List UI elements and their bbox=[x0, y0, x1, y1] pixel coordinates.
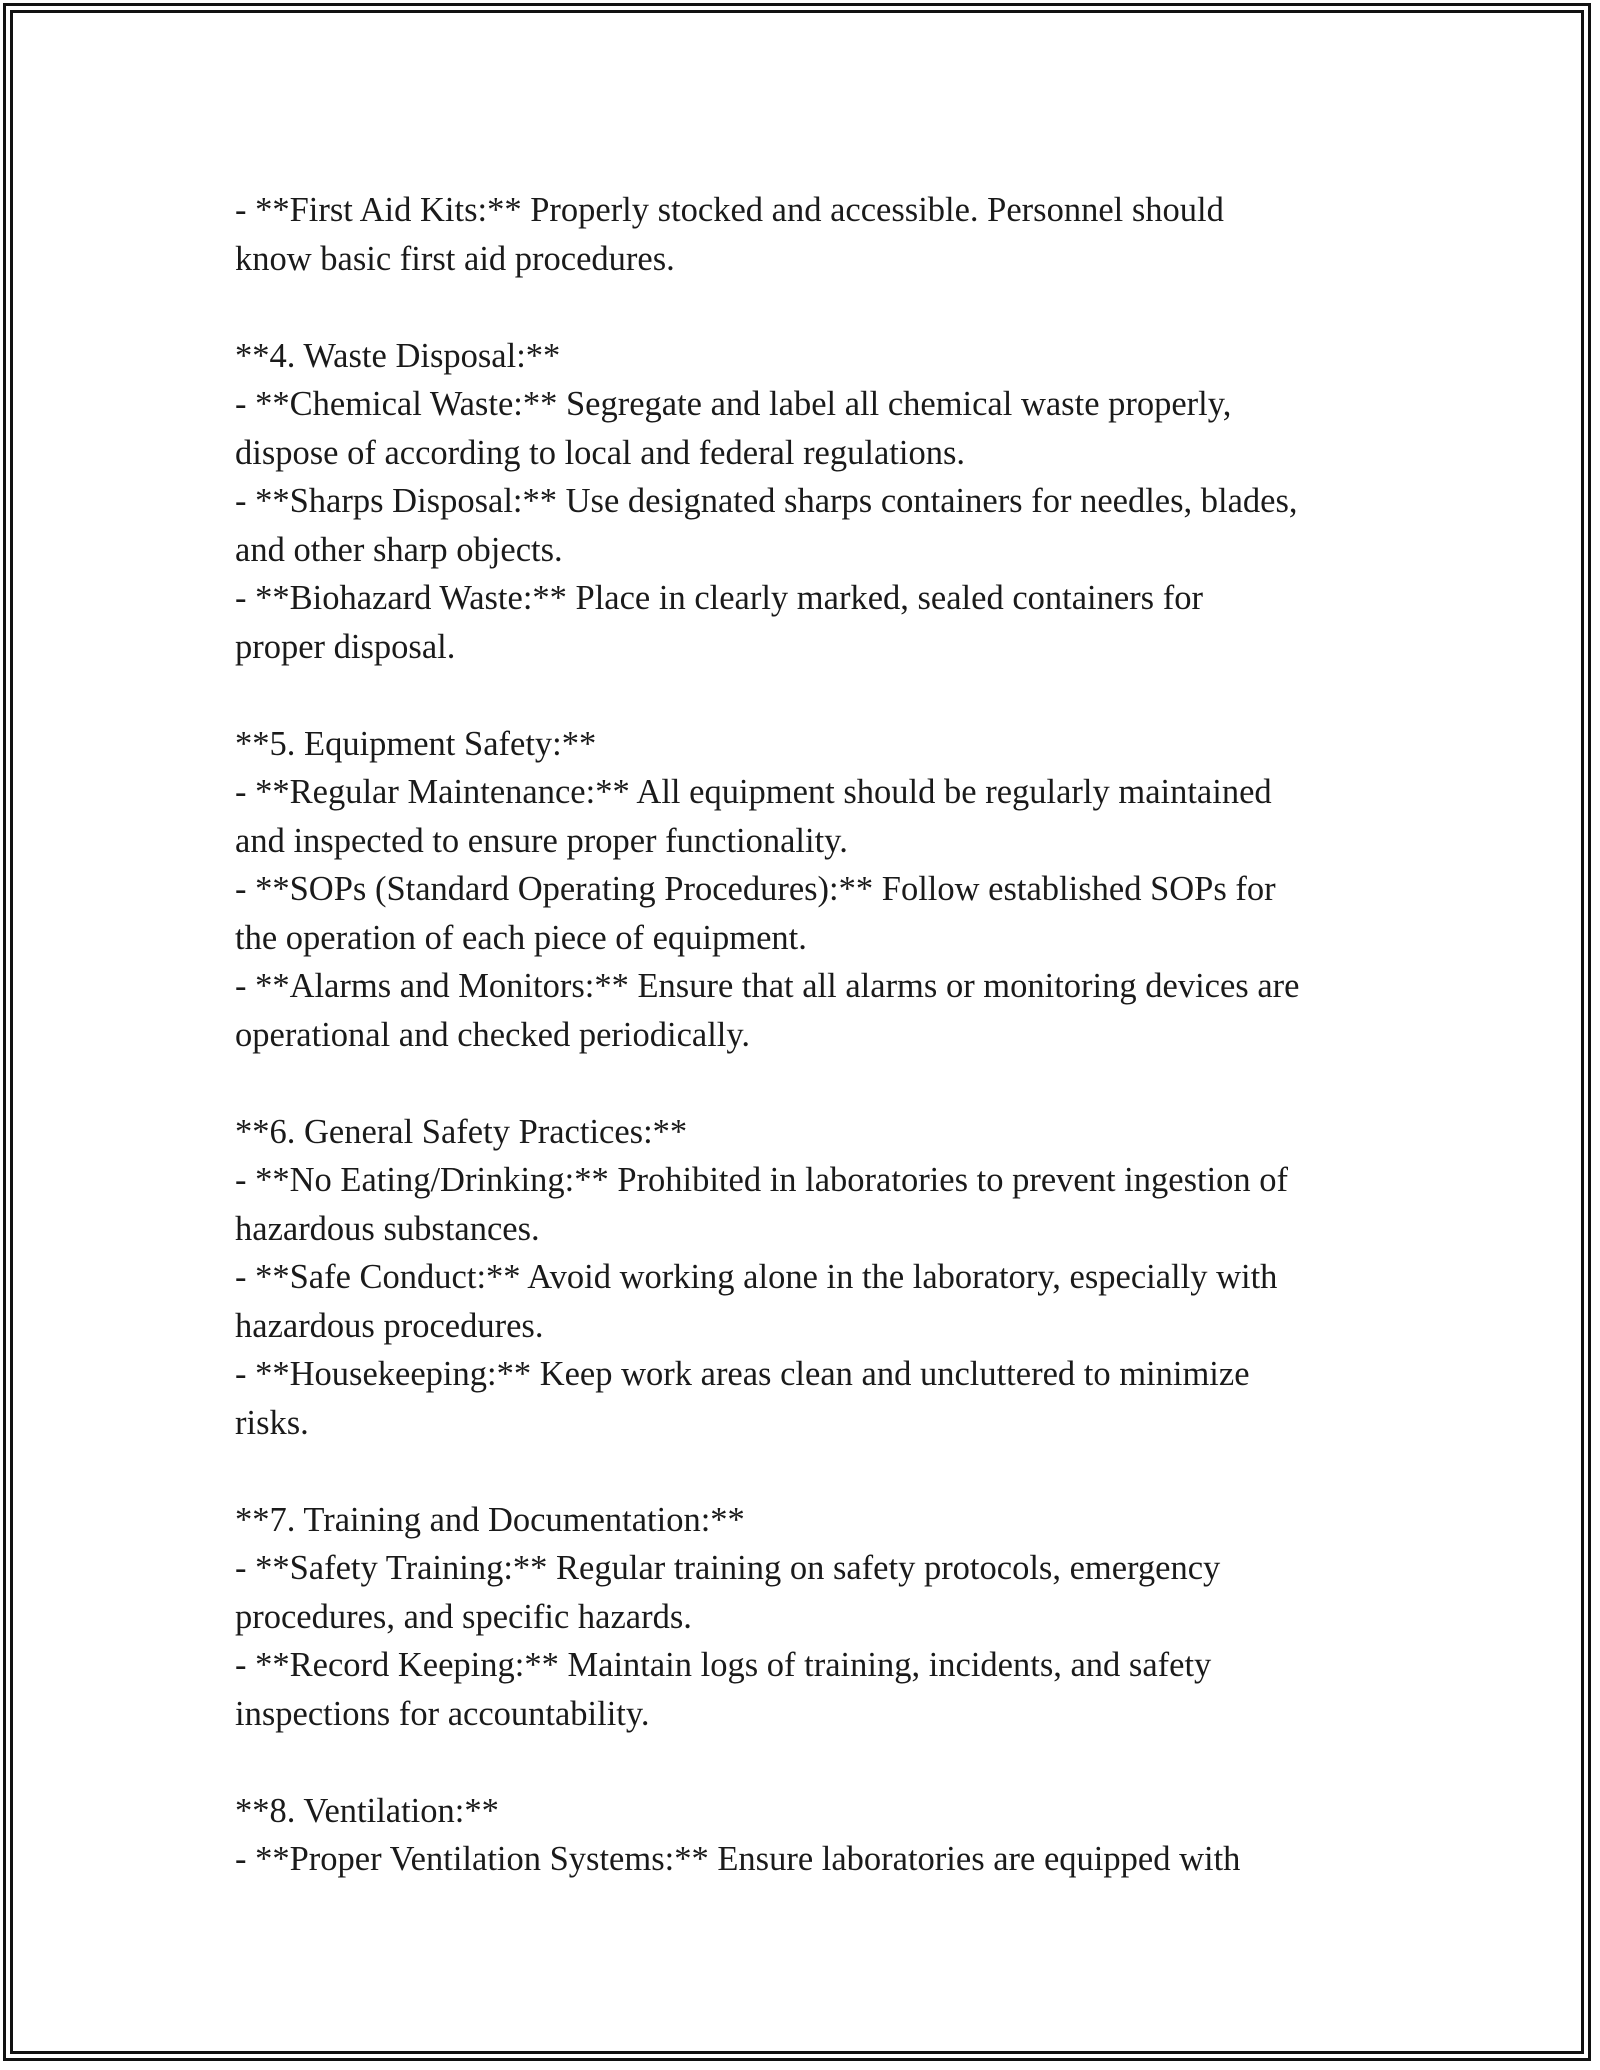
text-line: procedures, and specific hazards. bbox=[235, 1597, 692, 1636]
blank-line bbox=[235, 283, 1395, 332]
document-body bbox=[235, 186, 1395, 1884]
section-heading-training: **7. Training and Documentation:** bbox=[235, 1500, 745, 1539]
section-heading-equipment-safety: **5. Equipment Safety:** bbox=[235, 724, 597, 763]
blank-line bbox=[235, 1738, 1395, 1787]
text-line: hazardous substances. bbox=[235, 1209, 540, 1248]
text-line: - **Housekeeping:** Keep work areas clean and uncluttered to minimize bbox=[235, 1355, 1250, 1393]
text-line: - **No Eating/Drinking:** Prohibited in laboratories to prevent ingestion of bbox=[235, 1161, 1289, 1199]
blank-line bbox=[235, 671, 1395, 720]
text-line: and other sharp objects. bbox=[235, 530, 563, 569]
text-line: operational and checked periodically. bbox=[235, 1015, 751, 1054]
section-heading-waste-disposal: **4. Waste Disposal:** bbox=[235, 336, 561, 375]
text-line: - **Alarms and Monitors:** Ensure that all alarms or monitoring devices are bbox=[235, 967, 1300, 1005]
text-line: hazardous procedures. bbox=[235, 1306, 544, 1345]
text-line: - **Chemical Waste:** Segregate and label all chemical waste properly, bbox=[235, 385, 1232, 423]
text-line: and inspected to ensure proper functionality. bbox=[235, 821, 848, 860]
text-line: the operation of each piece of equipment. bbox=[235, 918, 807, 957]
section-heading-ventilation: **8. Ventilation:** bbox=[235, 1791, 499, 1830]
text-line: - **Sharps Disposal:** Use designated sharps containers for needles, blades, bbox=[235, 482, 1298, 520]
text-line: risks. bbox=[235, 1403, 309, 1442]
text-line: - **Proper Ventilation Systems:** Ensure laboratories are equipped with bbox=[235, 1840, 1241, 1878]
text-line: know basic first aid procedures. bbox=[235, 239, 675, 278]
blank-line bbox=[235, 1059, 1395, 1108]
text-line: inspections for accountability. bbox=[235, 1694, 650, 1733]
text-line: - **Regular Maintenance:** All equipment should be regularly maintained bbox=[235, 773, 1272, 811]
section-heading-general-safety: **6. General Safety Practices:** bbox=[235, 1112, 688, 1151]
text-line: proper disposal. bbox=[235, 627, 456, 666]
text-line: dispose of according to local and federal regulations. bbox=[235, 433, 965, 472]
text-line: - **First Aid Kits:** Properly stocked and accessible. Personnel should bbox=[235, 191, 1224, 229]
text-line: - **Safe Conduct:** Avoid working alone in the laboratory, especially with bbox=[235, 1258, 1278, 1296]
text-line: - **SOPs (Standard Operating Procedures):** Follow established SOPs for bbox=[235, 870, 1276, 908]
text-line: - **Biohazard Waste:** Place in clearly marked, sealed containers for bbox=[235, 579, 1203, 617]
text-line: - **Record Keeping:** Maintain logs of training, incidents, and safety bbox=[235, 1646, 1212, 1684]
text-line: - **Safety Training:** Regular training on safety protocols, emergency bbox=[235, 1549, 1221, 1587]
blank-line bbox=[235, 1447, 1395, 1496]
